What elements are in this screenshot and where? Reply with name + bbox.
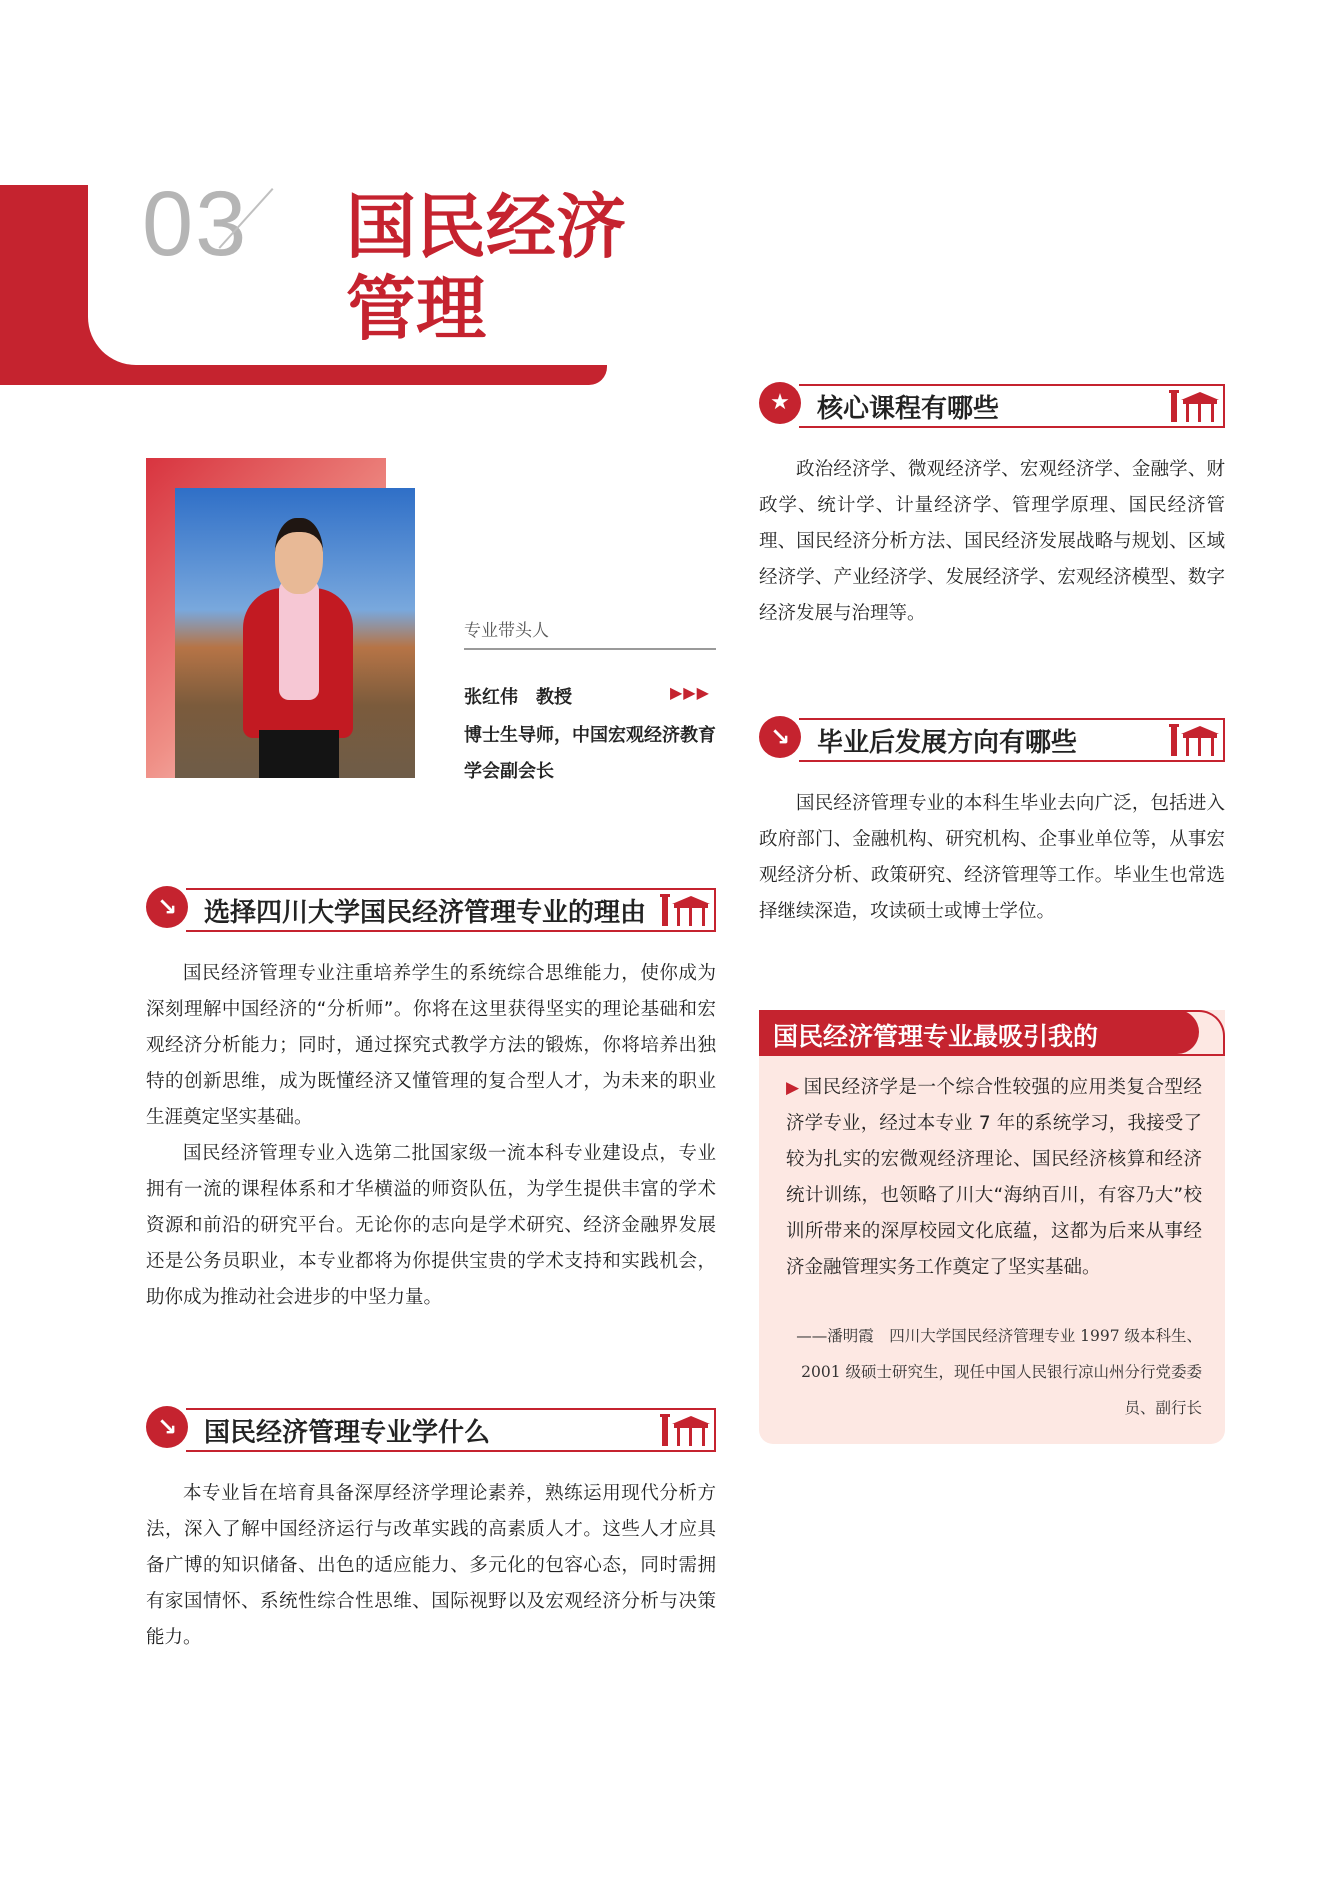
- page-title: [346, 186, 646, 350]
- career-paragraph-1: 国民经济管理专业的本科生毕业去向广泛，包括进入政府部门、金融机构、研究机构、企事业单位等，从事宏观经济分析、政策研究、经济管理等工作。毕业生也常选择继续深造，攻读硕士或博士学位。: [759, 793, 1225, 922]
- section-heading-label: 核心课程有哪些: [817, 394, 1000, 424]
- testimonial-quote: 国民经济学是一个综合性较强的应用类复合型经济学专业，经过本专业 7 年的系统学习，我接受了较为扎实的宏微观经济理论、国民经济核算和经济统计训练，也领略了川大“海纳百川，有容乃大”校训所带来的深厚校园文化底蕴，这都为后来从事经济金融管理实务工作奠定了坚实基础。: [786, 1077, 1202, 1278]
- courses-paragraph-1: 政治经济学、微观经济学、宏观经济学、金融学、财政学、统计学、计量经济学、管理学原理、国民经济管理、国民经济分析方法、国民经济发展战略与规划、区域经济学、产业经济学、发展经济学、宏观经济模型、数字经济发展与治理等。: [759, 459, 1225, 624]
- chinese-gate-icon: [660, 890, 710, 926]
- arrow-down-right-icon: ↘: [146, 1406, 188, 1448]
- section-heading-courses: [759, 384, 1225, 428]
- triple-arrow-icon: ▶▶▶: [670, 683, 710, 702]
- testimonial-heading-label: 国民经济管理专业最吸引我的: [773, 1022, 1099, 1051]
- photo-head: [275, 518, 323, 594]
- arrow-down-right-icon: ↘: [146, 886, 188, 928]
- leader-divider: [464, 648, 716, 650]
- career-text: [759, 786, 1225, 930]
- photo-pants: [259, 730, 339, 778]
- leader-label: 专业带头人: [464, 621, 549, 641]
- section-number: 03: [142, 173, 249, 275]
- reasons-text: [146, 956, 716, 1316]
- section-heading-label: 国民经济管理专业学什么: [204, 1418, 491, 1448]
- leader-photo: [175, 488, 415, 778]
- play-triangle-icon: ▶: [786, 1078, 800, 1098]
- reasons-paragraph-2: 国民经济管理专业入选第二批国家级一流本科专业建设点，专业拥有一流的课程体系和才华横溢的师资队伍，为学生提供丰富的学术资源和前沿的研究平台。无论你的志向是学术研究、经济金融界发展还是公务员职业，本专业都将为你提供宝贵的学术支持和实践机会，助你成为推动社会进步的中坚力量。: [146, 1143, 716, 1308]
- learn-text: [146, 1476, 716, 1656]
- star-icon: ★: [759, 382, 801, 424]
- section-heading-label: 毕业后发展方向有哪些: [817, 728, 1078, 758]
- section-heading-learn: [146, 1408, 716, 1452]
- page-title-line1: 国民经济: [346, 185, 626, 268]
- chinese-gate-icon: [660, 1410, 710, 1446]
- chinese-gate-icon: [1169, 386, 1219, 422]
- reasons-paragraph-1: 国民经济管理专业注重培养学生的系统综合思维能力，使你成为深刻理解中国经济的“分析师”。你将在这里获得坚实的理论基础和宏观经济分析能力；同时，通过探究式教学方法的锻炼，你将培养出独特的创新思维，成为既懂经济又懂管理的复合型人才，为未来的职业生涯奠定坚实基础。: [146, 963, 716, 1128]
- arrow-down-right-icon: ↘: [759, 716, 801, 758]
- leader-name: 张红伟 教授: [464, 687, 572, 708]
- courses-text: [759, 452, 1225, 632]
- learn-paragraph-1: 本专业旨在培育具备深厚经济学理论素养，熟练运用现代分析方法，深入了解中国经济运行与改革实践的高素质人才。这些人才应具备广博的知识储备、出色的适应能力、多元化的包容心态，同时需拥有家国情怀、系统性综合性思维、国际视野以及宏观经济分析与决策能力。: [146, 1483, 716, 1648]
- section-heading-reasons: [146, 888, 716, 932]
- section-heading-career: [759, 718, 1225, 762]
- page-title-line2: 管理: [346, 267, 486, 350]
- leader-title: 博士生导师，中国宏观经济教育学会副会长: [464, 725, 716, 782]
- photo-scarf: [279, 580, 319, 700]
- section-heading-label: 选择四川大学国民经济管理专业的理由: [204, 898, 647, 928]
- testimonial-heading: [759, 1010, 1225, 1054]
- testimonial-attribution: ——潘明霞 四川大学国民经济管理专业 1997 级本科生、2001 级硕士研究生，现任中国人民银行凉山州分行党委委员、副行长: [796, 1327, 1202, 1417]
- testimonial-text: [786, 1070, 1202, 1286]
- chinese-gate-icon: [1169, 720, 1219, 756]
